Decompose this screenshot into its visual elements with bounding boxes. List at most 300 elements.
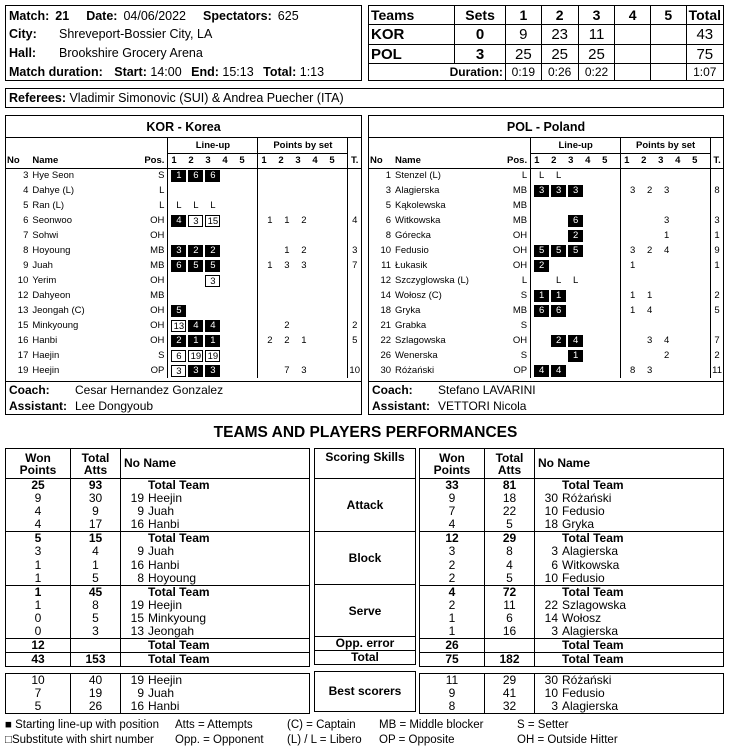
player-name: Witkowska <box>395 215 441 226</box>
player-name: Wenerska <box>395 350 438 361</box>
entry-name: Różański <box>562 673 612 688</box>
won-points: 4 <box>6 505 71 518</box>
entry-name: Total Team <box>562 584 624 599</box>
player-lineup <box>168 363 258 378</box>
match-label: Match: <box>9 8 50 23</box>
won-points: 1 <box>6 585 71 599</box>
player-row <box>369 243 723 258</box>
set-number: 4 <box>675 155 681 166</box>
referees-names: Vladimir Simonovic (SUI) & Andrea Puecher (ITA) <box>69 91 344 105</box>
won-points: 2 <box>420 599 485 612</box>
player-lineup <box>168 318 258 333</box>
player-total <box>348 183 361 198</box>
entry-number: 13 <box>130 624 144 639</box>
set-points: 3 <box>301 365 307 376</box>
player-number: 10 <box>17 275 29 286</box>
player-points <box>258 318 348 333</box>
player-number: 7 <box>23 230 29 241</box>
set-points: 3 <box>629 245 636 256</box>
points-set-numbers <box>258 153 348 168</box>
player-row <box>369 198 723 213</box>
player-lineup <box>531 168 621 183</box>
total-atts: 4 <box>485 559 535 572</box>
won-points: 12 <box>6 639 71 653</box>
player-lineup <box>531 183 621 198</box>
player-total: 2 <box>711 348 723 363</box>
referees-label: Referees: <box>9 91 66 105</box>
player-row <box>369 363 723 378</box>
lineup-cell: 4 <box>188 320 203 332</box>
player-name: Juah <box>32 260 53 271</box>
lineup-cell: 3 <box>205 365 220 377</box>
player-number: 6 <box>385 215 392 226</box>
set-points: 1 <box>267 260 273 271</box>
entry-number: 30 <box>544 491 558 506</box>
player-name: Sohwi <box>32 230 59 241</box>
coach-line <box>9 382 361 398</box>
player-points <box>258 228 348 243</box>
lineup-cell: 4 <box>534 365 549 377</box>
set-points: 1 <box>301 335 307 346</box>
entry-number: 19 <box>130 673 144 688</box>
set-points: 3 <box>284 260 290 271</box>
player-name: Ran (L) <box>32 200 65 211</box>
player-total: 7 <box>711 333 723 348</box>
assistant-name: Lee Dongyoub <box>75 399 154 413</box>
won-points: 4 <box>6 518 71 532</box>
player-lineup <box>531 213 621 228</box>
player-total: 7 <box>348 258 361 273</box>
player-position: MB <box>150 245 165 256</box>
player-row <box>6 243 361 258</box>
player-lineup <box>168 198 258 213</box>
lineup-cell: 19 <box>188 350 203 362</box>
lineup-cell: 4 <box>568 335 583 347</box>
player-total <box>711 273 723 288</box>
lineup-cell <box>534 215 549 227</box>
end-label: End: <box>191 65 219 79</box>
assistant-line <box>9 398 361 414</box>
score-cell: 23 <box>541 24 578 44</box>
team-title: POL - Poland <box>369 116 723 138</box>
entry-name: Minkyoung <box>148 611 207 626</box>
entry-name: Heejin <box>148 597 183 612</box>
player-points <box>621 228 711 243</box>
player-number: 9 <box>23 260 29 271</box>
hall-label: Hall: <box>9 46 37 60</box>
player-position: S <box>158 170 165 182</box>
set-points: 3 <box>663 215 670 226</box>
set-points: 3 <box>663 185 670 196</box>
set-number: 3 <box>295 155 301 166</box>
total-atts: 93 <box>71 479 121 493</box>
lineup-cell: 4 <box>205 320 220 332</box>
player-entry <box>535 639 724 653</box>
coach-name: Cesar Hernandez Gonzalez <box>75 383 224 397</box>
col-total: T. <box>711 153 723 168</box>
player-row <box>6 288 361 303</box>
player-row <box>6 198 361 213</box>
player-entry <box>121 700 310 714</box>
player-total: 3 <box>711 213 723 228</box>
player-row <box>6 213 361 228</box>
player-total: 2 <box>348 318 361 333</box>
player-name: Różański <box>395 365 435 376</box>
player-entry <box>121 599 310 612</box>
player-row <box>6 183 361 198</box>
set-points: 1 <box>629 290 636 301</box>
player-number: 14 <box>380 290 392 301</box>
player-number: 5 <box>385 200 392 211</box>
entry-number: 19 <box>130 597 144 612</box>
lineup-cell: 5 <box>551 245 566 257</box>
total-value: 1:13 <box>299 65 325 79</box>
player-row <box>369 213 723 228</box>
roster-header-spacer <box>503 138 531 153</box>
player-entry <box>535 653 724 667</box>
legend-item: MB = Middle blocker <box>379 719 484 731</box>
lineup-cell: 13 <box>171 320 186 332</box>
player-entry <box>121 674 310 688</box>
total-atts: 15 <box>71 532 121 546</box>
lineup-cell: 5 <box>171 305 186 317</box>
player-entry <box>535 479 724 493</box>
player-lineup <box>168 348 258 363</box>
player-name: Hye Seon <box>32 170 75 182</box>
set-number: 4 <box>585 155 591 166</box>
set-points: 4 <box>663 335 670 346</box>
won-points: 9 <box>420 687 485 700</box>
player-position: OH <box>150 215 165 226</box>
player-lineup <box>168 213 258 228</box>
player-total <box>348 288 361 303</box>
won-points: 1 <box>6 559 71 572</box>
lineup-cell: 1 <box>188 335 203 347</box>
entry-number: 10 <box>544 504 558 519</box>
performance-skills <box>314 448 416 712</box>
score-cell: 9 <box>505 24 541 44</box>
lineup-cell: 3 <box>171 245 186 257</box>
lineup-cell: 2 <box>188 245 203 257</box>
total-atts: 45 <box>71 585 121 599</box>
player-row <box>6 258 361 273</box>
entry-name: Hanbi <box>148 557 180 572</box>
duration-row-label: Duration: <box>369 64 506 81</box>
lineup-cell: 15 <box>205 215 220 227</box>
entry-name: Juah <box>148 544 175 559</box>
entry-name: Alagierska <box>562 544 619 559</box>
player-points <box>258 213 348 228</box>
total-atts: 153 <box>71 653 121 667</box>
lineup-cell <box>551 350 566 362</box>
entry-number: 3 <box>551 544 558 559</box>
player-entry <box>535 572 724 586</box>
entry-number: 9 <box>137 544 144 559</box>
entry-number: 16 <box>130 699 144 714</box>
won-points: 1 <box>420 625 485 639</box>
score-cell <box>615 44 651 64</box>
roster-header-spacer <box>348 138 361 153</box>
spectators-value: 625 <box>277 8 299 23</box>
total-atts: 18 <box>485 492 535 505</box>
total-atts <box>485 639 535 653</box>
player-number: 18 <box>380 305 392 316</box>
player-lineup <box>531 363 621 378</box>
player-total <box>711 318 723 333</box>
set-duration <box>615 64 651 81</box>
won-points: 8 <box>420 700 485 714</box>
player-points <box>621 258 711 273</box>
total-atts: 29 <box>485 674 535 688</box>
won-points: 1 <box>420 612 485 625</box>
lineup-cell: 5 <box>205 260 220 272</box>
roster-pol <box>368 115 724 415</box>
col-name: Name <box>395 154 421 166</box>
player-entry <box>121 545 310 558</box>
player-name: Jeongah (C) <box>32 305 85 316</box>
roster-table <box>6 138 361 378</box>
player-lineup <box>531 303 621 318</box>
skill-serve: Serve <box>314 585 416 638</box>
start-value: 14:00 <box>150 65 182 79</box>
won-points: 3 <box>420 545 485 558</box>
lineup-cell: 5 <box>188 260 203 272</box>
player-position: OP <box>513 365 528 376</box>
player-name: Fedusio <box>395 245 429 256</box>
player-lineup <box>531 243 621 258</box>
coach-line <box>372 382 723 398</box>
player-number: 1 <box>385 170 392 182</box>
won-points: 0 <box>6 625 71 639</box>
won-points: 33 <box>420 479 485 493</box>
score-cell: 25 <box>505 44 541 64</box>
total-atts: 5 <box>71 612 121 625</box>
player-number: 21 <box>380 320 392 331</box>
score-sets-pol: 3 <box>455 44 506 64</box>
lineup-cell: 3 <box>205 275 220 287</box>
player-number: 10 <box>380 245 392 256</box>
col-no: No <box>7 154 20 166</box>
col-pos: Pos. <box>144 154 165 166</box>
player-row <box>369 333 723 348</box>
player-number: 8 <box>23 245 29 256</box>
entry-name: Total Team <box>148 638 210 653</box>
player-number: 6 <box>23 215 29 226</box>
lineup-cell: 3 <box>188 215 203 227</box>
score-header-sets: Sets <box>455 6 506 25</box>
player-lineup <box>531 318 621 333</box>
roster-table <box>369 138 723 378</box>
entry-name: Total Team <box>148 478 210 492</box>
set-number: 1 <box>171 155 177 166</box>
set-points: 1 <box>629 260 636 271</box>
lineup-cell: L <box>210 199 216 211</box>
won-points: 3 <box>6 545 71 558</box>
total-atts: 4 <box>71 545 121 558</box>
won-points: 9 <box>6 492 71 505</box>
set-number: 3 <box>568 155 574 166</box>
set-points: 3 <box>301 260 307 271</box>
col-total-atts: Total Atts <box>71 449 121 479</box>
total-atts: 41 <box>485 687 535 700</box>
points-header: Points by set <box>621 138 711 153</box>
entry-name: Fedusio <box>562 504 605 519</box>
date-label: Date: <box>86 8 118 23</box>
total-atts: 5 <box>71 572 121 586</box>
lineup-cell <box>534 230 549 242</box>
player-points <box>621 213 711 228</box>
player-name: Dahyeon <box>32 290 71 301</box>
player-lineup <box>168 258 258 273</box>
lineup-cell: 2 <box>568 230 583 242</box>
col-no-name: No Name <box>535 449 724 479</box>
skill-best-scorers: Best scorers <box>314 671 416 713</box>
set-points: 2 <box>646 185 653 196</box>
player-lineup <box>168 168 258 183</box>
total-atts: 182 <box>485 653 535 667</box>
match-info-table <box>6 6 302 25</box>
performance-title: TEAMS AND PLAYERS PERFORMANCES <box>213 424 518 441</box>
total-atts: 29 <box>485 532 535 546</box>
player-position: OH <box>150 305 165 316</box>
legend <box>5 718 727 748</box>
lineup-cell: L <box>572 274 579 286</box>
total-atts: 32 <box>485 700 535 714</box>
lineup-header: Line-up <box>168 138 258 153</box>
player-lineup <box>531 333 621 348</box>
set-points: 7 <box>284 365 290 376</box>
lineup-cell <box>551 230 566 242</box>
set-number: 2 <box>551 155 557 166</box>
lineup-cell: L <box>193 199 199 211</box>
entry-number: 10 <box>544 686 558 701</box>
match-info-panel <box>5 5 362 81</box>
col-total: T. <box>348 153 361 168</box>
player-position: OP <box>150 365 165 376</box>
lineup-cell: 6 <box>171 260 186 272</box>
skill-opp-error: Opp. error <box>314 637 416 650</box>
player-total: 2 <box>711 288 723 303</box>
set-points: 3 <box>646 365 653 376</box>
lineup-cell: 6 <box>205 170 220 182</box>
player-name: Hanbi <box>32 335 58 346</box>
set-points: 1 <box>284 245 290 256</box>
player-name: Dahye (L) <box>32 185 75 196</box>
entry-name: Witkowska <box>562 557 620 572</box>
player-number: 8 <box>385 230 392 241</box>
player-total <box>711 198 723 213</box>
player-position: MB <box>512 185 528 196</box>
total-atts: 6 <box>485 612 535 625</box>
player-number: 5 <box>23 200 29 211</box>
lineup-cell: 6 <box>551 305 566 317</box>
player-name: Minkyoung <box>32 320 79 331</box>
entry-name: Alagierska <box>562 624 619 639</box>
lineup-cell: L <box>176 199 182 211</box>
player-points <box>621 183 711 198</box>
set-points: 3 <box>629 185 636 196</box>
player-entry <box>121 492 310 505</box>
player-number: 12 <box>380 275 392 286</box>
player-lineup <box>531 348 621 363</box>
player-lineup <box>531 258 621 273</box>
player-name: Gryka <box>395 305 421 316</box>
player-lineup <box>531 273 621 288</box>
score-team-pol: POL <box>369 44 455 64</box>
player-entry <box>121 585 310 599</box>
entry-name: Heejin <box>148 491 183 506</box>
set-number: 1 <box>624 155 630 166</box>
assistant-line <box>372 398 723 414</box>
player-total: 10 <box>349 365 360 376</box>
set-points: 1 <box>663 230 670 241</box>
player-name: Szczyglowska (L) <box>395 275 469 286</box>
player-position: S <box>520 350 528 361</box>
entry-name: Fedusio <box>562 686 605 701</box>
lineup-cell: 3 <box>551 185 566 197</box>
entry-name: Alagierska <box>562 699 619 714</box>
lineup-cell: 1 <box>551 290 566 302</box>
lineup-cell: 19 <box>205 350 220 362</box>
player-number: 3 <box>385 185 392 196</box>
player-position: L <box>521 275 528 286</box>
skill-attack: Attack <box>314 479 416 532</box>
entry-name: Total Team <box>148 652 210 667</box>
lineup-cell <box>551 215 566 227</box>
player-points <box>621 333 711 348</box>
player-number: 15 <box>17 320 29 331</box>
player-points <box>621 363 711 378</box>
player-row <box>369 228 723 243</box>
total-atts <box>71 639 121 653</box>
won-points: 26 <box>420 639 485 653</box>
entry-number: 16 <box>130 517 144 532</box>
set-number: 5 <box>239 155 245 166</box>
legend-item: (L) / L = Libero <box>287 734 362 746</box>
team-title: KOR - Korea <box>6 116 361 138</box>
player-row <box>6 273 361 288</box>
player-points <box>621 348 711 363</box>
player-number: 30 <box>380 365 392 376</box>
col-pos: Pos. <box>507 154 528 166</box>
player-entry <box>535 545 724 558</box>
player-row <box>369 258 723 273</box>
score-total-kor: 43 <box>686 24 723 44</box>
player-position: OH <box>512 335 528 346</box>
player-name: Kąkolewska <box>395 200 446 211</box>
player-number: 16 <box>17 335 29 346</box>
total-atts: 11 <box>485 599 535 612</box>
entry-number: 22 <box>544 597 558 612</box>
player-position: L <box>521 170 528 182</box>
roster-header-spacer <box>140 138 168 153</box>
player-entry <box>121 639 310 653</box>
city-value: Shreveport-Bossier City, LA <box>59 27 213 41</box>
entry-name: Hanbi <box>148 517 180 532</box>
score-team-kor: KOR <box>369 24 455 44</box>
lineup-set-numbers <box>531 153 621 168</box>
entry-name: Wołosz <box>562 611 602 626</box>
player-points <box>258 273 348 288</box>
entry-name: Total Team <box>562 531 624 546</box>
duration-label: Match duration: <box>9 65 103 79</box>
won-points: 4 <box>420 518 485 532</box>
player-row <box>369 303 723 318</box>
won-points: 75 <box>420 653 485 667</box>
skills-header: Scoring Skills <box>314 448 416 479</box>
player-name: Wołosz (C) <box>395 290 442 301</box>
best-scorers-table <box>419 673 724 714</box>
